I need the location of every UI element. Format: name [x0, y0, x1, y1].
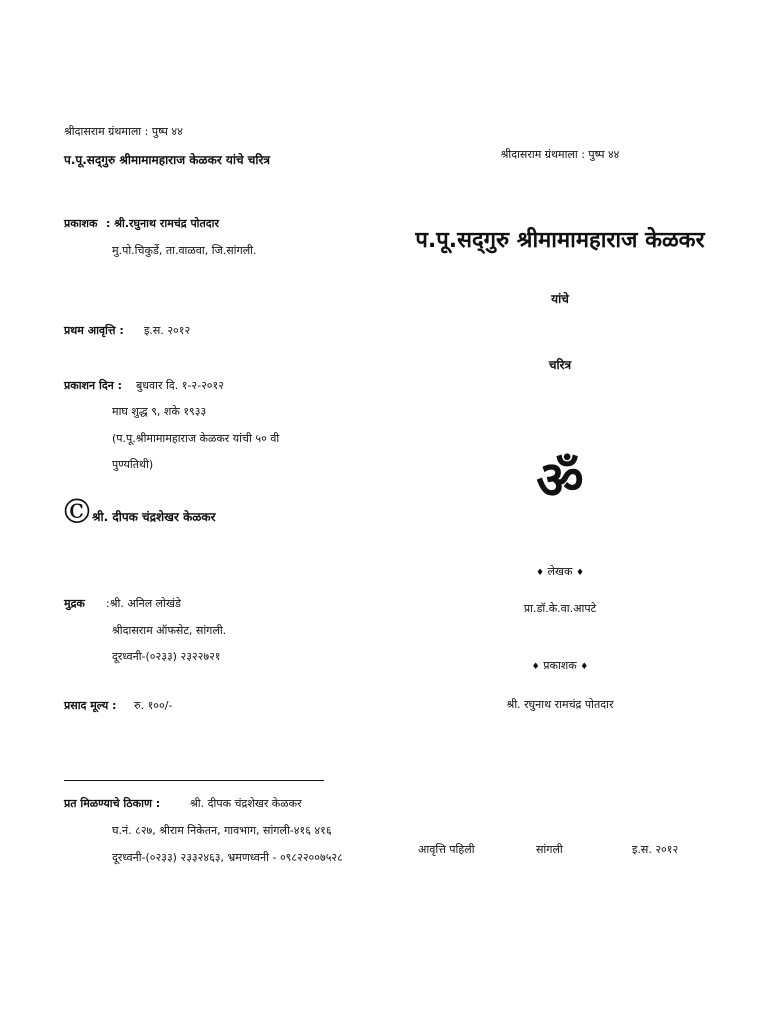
- printer-press: श्रीदासराम ऑफसेट, सांगली.: [112, 624, 227, 637]
- right-title-line1: प.पू.सद्‌गुरु श्रीमामामहाराज केळकर: [415, 228, 705, 253]
- author-name: प्रा.डॉ.के.वा.आपटे: [523, 602, 597, 615]
- author-label-row: [400, 564, 720, 579]
- pubdate-line1: बुधवार दि. १-२-२०१२: [136, 379, 224, 392]
- copyright-holder: श्री. दीपक चंद्रशेखर केळकर: [92, 510, 216, 524]
- om-symbol-icon: ॐ: [536, 450, 584, 511]
- pubdate-line4: पुण्यतिथी): [112, 458, 154, 471]
- contact-label: प्रत मिळण्याचे ठिकाण :: [64, 797, 161, 810]
- contact-address: घ.नं. ८२७, श्रीराम निकेतन, गावभाग, सांगली-४१६ ४१६: [112, 824, 332, 837]
- left-series-line: श्रीदासराम ग्रंथमाला : पुष्प ४४: [64, 125, 183, 138]
- diamond-icon: ♦: [535, 568, 545, 578]
- edition-label: प्रथम आवृत्ति :: [64, 324, 124, 337]
- contact-name: श्री. दीपक चंद्रशेखर केळकर: [190, 797, 302, 810]
- right-series-line: श्रीदासराम ग्रंथमाला : पुष्प ४४: [500, 148, 620, 161]
- right-publisher-name: श्री. रघुनाथ रामचंद्र पोतदार: [506, 698, 614, 711]
- publisher-label: प्रकाशक: [64, 217, 98, 230]
- right-publisher-label-row: [400, 658, 720, 673]
- edition-value: इ.स. २०१२: [144, 324, 191, 337]
- right-title-line2: यांचे: [551, 292, 569, 306]
- diamond-icon: ♦: [575, 568, 585, 578]
- author-label: लेखक: [547, 565, 573, 578]
- contact-phone: दूरध्वनी-(०२३३) २३३२४६३, भ्रमणध्वनी - ०९८२२००७५२८: [112, 851, 343, 864]
- price-value: रु. १००/-: [134, 699, 173, 712]
- publisher-address: मु.पो.चिकुर्डे, ता.वाळवा, जि.सांगली.: [112, 244, 257, 257]
- diamond-icon: ♦: [531, 662, 540, 672]
- printer-phone: दूरध्वनी-(०२३३) २३२२७२१: [112, 650, 221, 663]
- pubdate-line3: (प.पू.श्रीमामामहाराज केळकर यांची ५० वी: [112, 432, 280, 445]
- footer-year: इ.स. २०१२: [632, 843, 679, 856]
- pubdate-line2: माघ शुद्ध ९, शके १९३३: [112, 405, 207, 418]
- publisher-name: : श्री.रघुनाथ रामचंद्र पोतदार: [106, 217, 219, 230]
- pubdate-label: प्रकाशन दिन :: [64, 379, 122, 392]
- printer-name: :श्री. अनिल लोखंडे: [106, 597, 181, 610]
- right-title-line3: चरित्र: [548, 358, 572, 372]
- left-book-title: प.पू.सद्‌गुरु श्रीमामामहाराज केळकर यांचे चरित्र: [64, 153, 271, 167]
- right-publisher-label: प्रकाशक: [543, 659, 577, 672]
- diamond-icon: ♦: [580, 662, 589, 672]
- footer-place: सांगली: [536, 843, 563, 856]
- printer-label: मुद्रक: [64, 597, 85, 610]
- price-label: प्रसाद मूल्य :: [64, 699, 117, 712]
- copyright-icon: ©: [60, 492, 94, 532]
- footer-edition: आवृत्ति पहिली: [418, 843, 475, 856]
- divider-line: [64, 780, 324, 781]
